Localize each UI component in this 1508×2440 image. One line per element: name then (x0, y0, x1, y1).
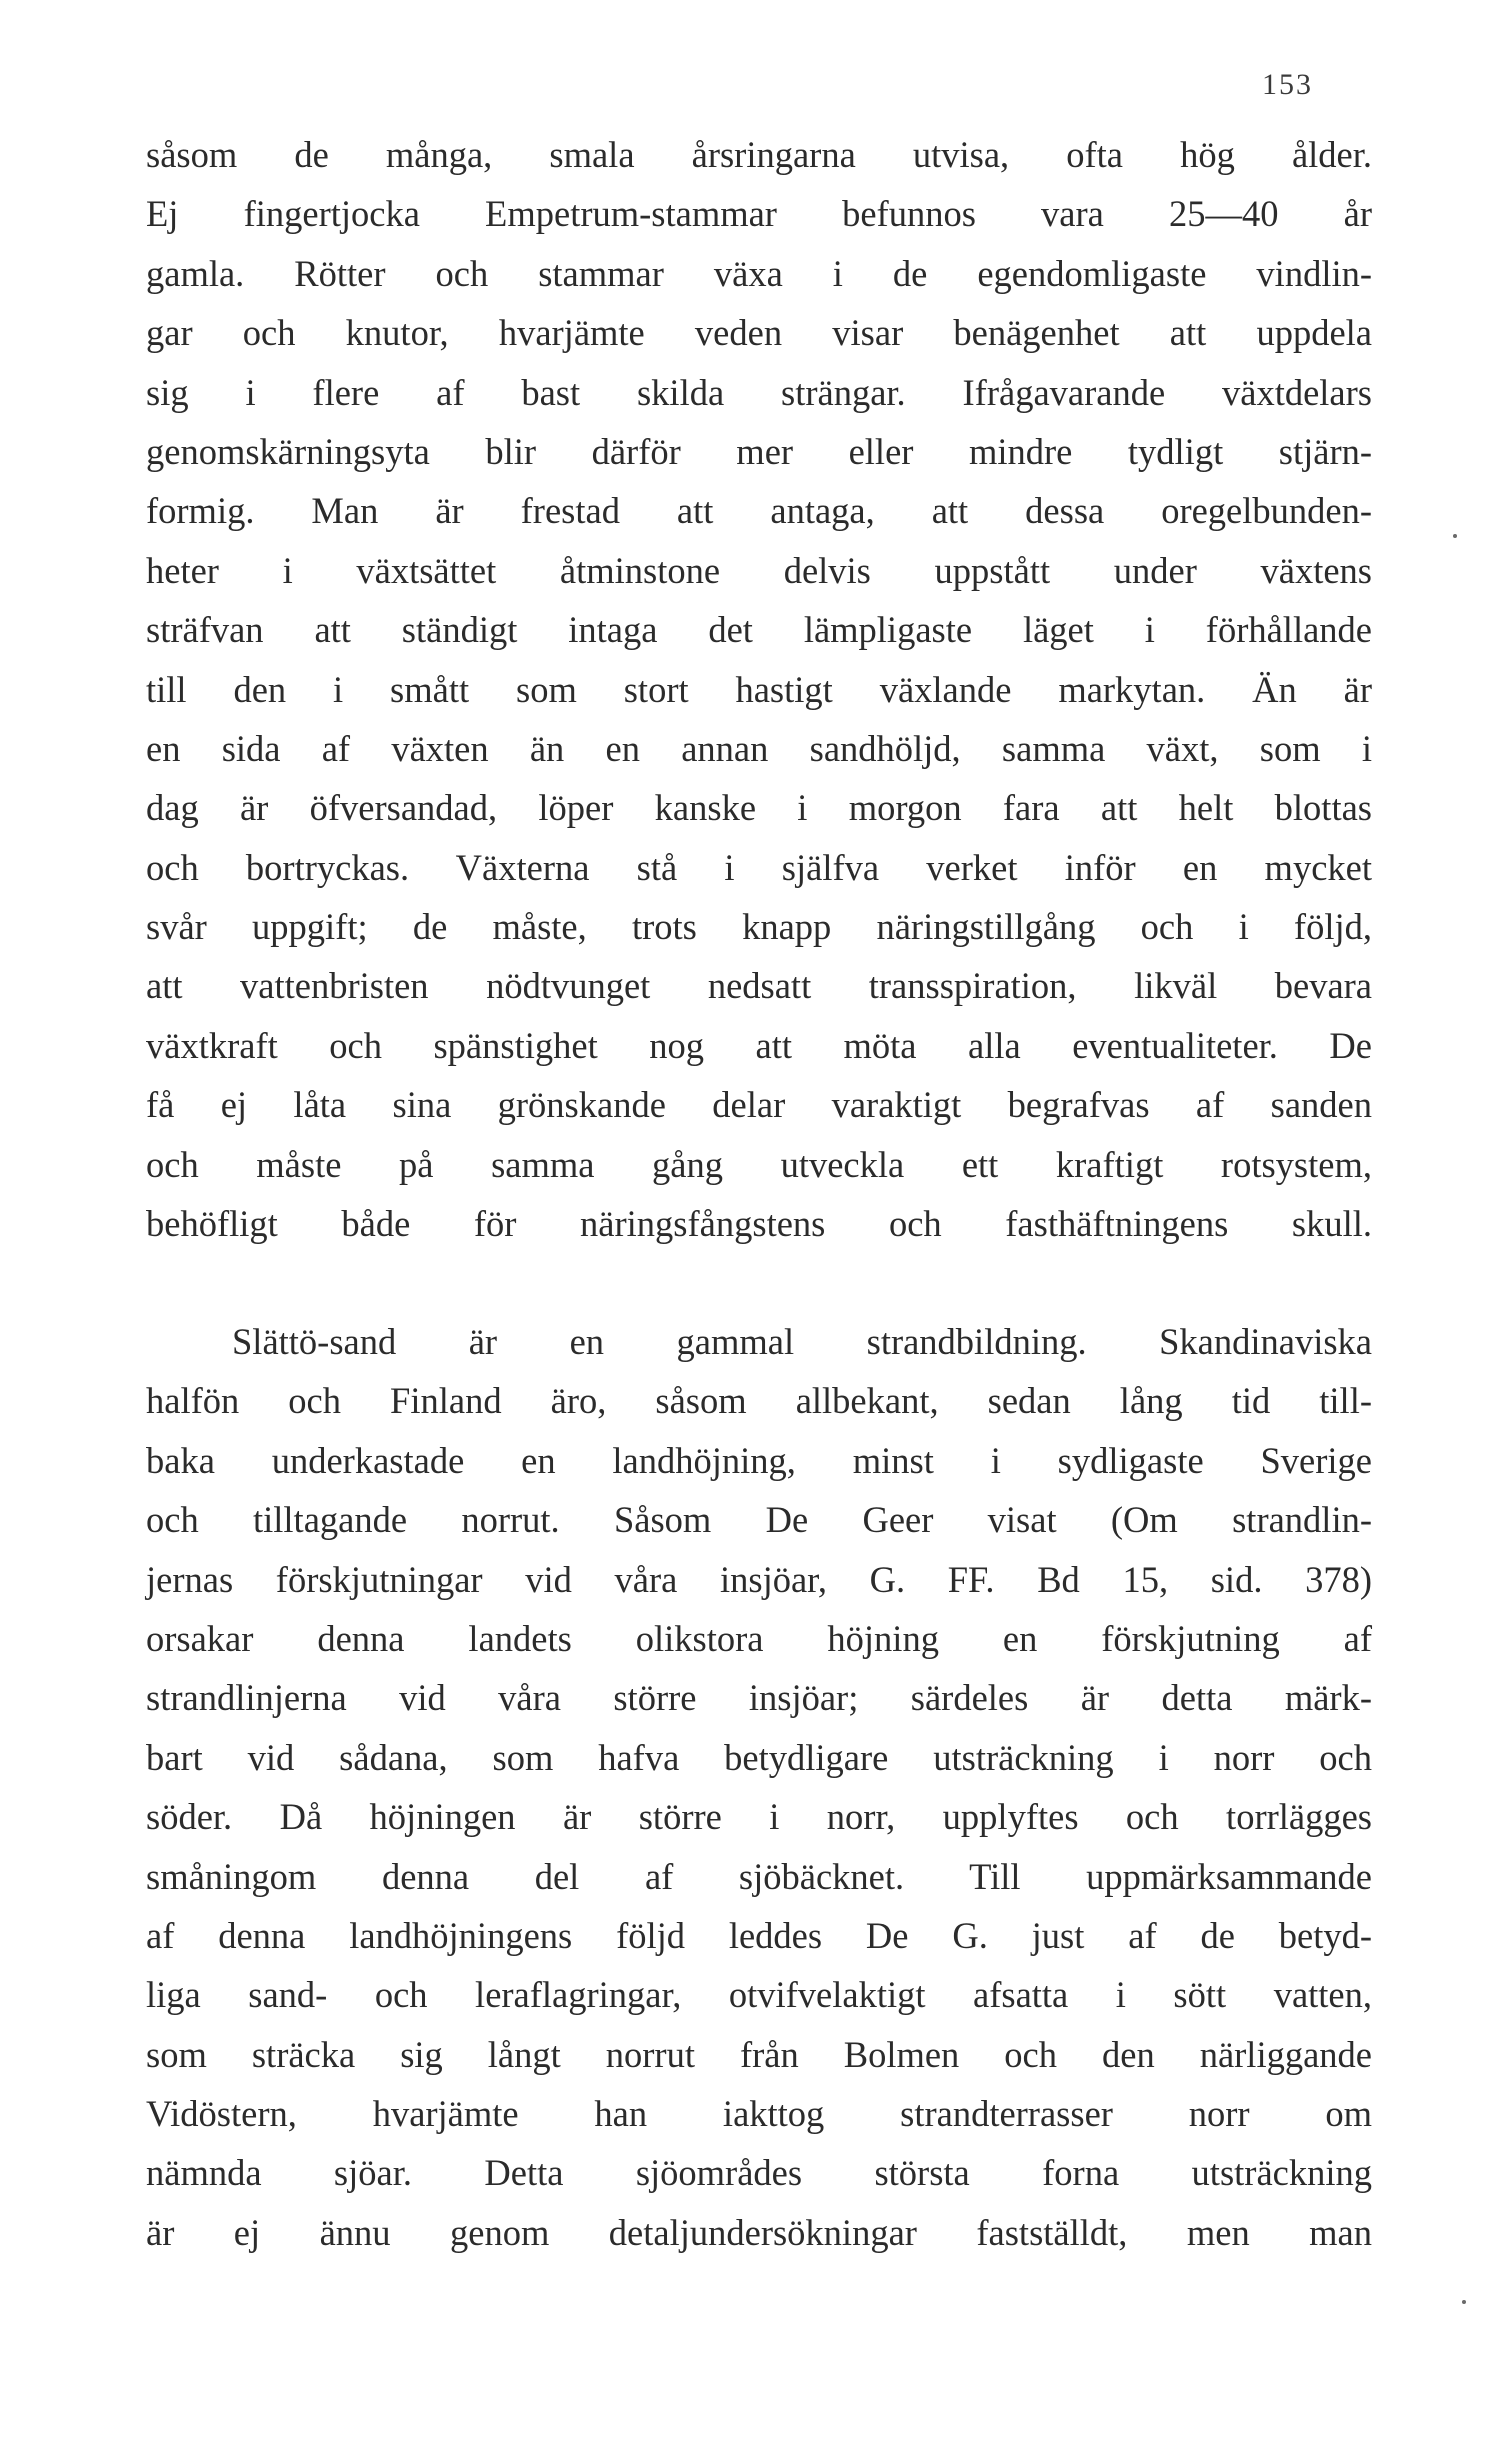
text-line: halfön och Finland äro, såsom allbekant, sedan lång tid till- (146, 1380, 1372, 1422)
text-line: heter i växtsättet åtminstone delvis uppstått under växtens (146, 549, 1372, 591)
text-line: af denna landhöjningens följd leddes De G. just af de betyd- (146, 1914, 1372, 1956)
text-line: nämnda sjöar. Detta sjöområdes största forna utsträckning (146, 2152, 1372, 2194)
text-line: få ej låta sina grönskande delar varaktigt begrafvas af sanden (146, 1084, 1372, 1126)
text-line: baka underkastade en landhöjning, minst i sydligaste Sverige (146, 1439, 1372, 1481)
text-line: en sida af växten än en annan sandhöljd, samma växt, som i (146, 727, 1372, 769)
text-line: är ej ännu genom detaljundersökningar fastställdt, men man (146, 2211, 1372, 2253)
text-line: gamla. Rötter och stammar växa i de egendomligaste vindlin- (146, 252, 1372, 294)
text-line: genomskärningsyta blir därför mer eller mindre tydligt stjärn- (146, 430, 1372, 472)
text-line: formig. Man är frestad att antaga, att dessa oregelbunden- (146, 490, 1372, 532)
text-line: svår uppgift; de måste, trots knapp näringstillgång och i följd, (146, 906, 1372, 948)
scan-speck (1453, 534, 1457, 538)
scan-speck (1462, 2300, 1466, 2304)
text-line: växtkraft och spänstighet nog att möta alla eventualiteter. De (146, 1024, 1372, 1066)
text-line: Slättö-sand är en gammal strandbildning. Skandinaviska (232, 1321, 1372, 1362)
text-line: orsakar denna landets olikstora höjning en förskjutning af (146, 1617, 1372, 1659)
paragraph-2 (146, 1312, 1372, 2262)
text-line: Vidöstern, hvarjämte han iakttog strandterrasser norr om (146, 2093, 1372, 2135)
text-line: liga sand- och leraflagringar, otvifvelaktigt afsatta i sött vatten, (146, 1974, 1372, 2016)
text-line: och tilltagande norrut. Såsom De Geer visat (Om strandlin- (146, 1499, 1372, 1541)
text-line: såsom de många, smala årsringarna utvisa, ofta hög ålder. (146, 134, 1372, 175)
text-line: sträfvan att ständigt intaga det lämpligaste läget i förhållande (146, 609, 1372, 651)
text-line: och bortryckas. Växterna stå i själfva verket inför en mycket (146, 846, 1372, 888)
text-line: småningom denna del af sjöbäcknet. Till uppmärksammande (146, 1855, 1372, 1897)
text-line: strandlinjerna vid våra större insjöar; särdeles är detta märk- (146, 1677, 1372, 1719)
text-line: till den i smått som stort hastigt växlande markytan. Än är (146, 668, 1372, 710)
text-line: som sträcka sig långt norrut från Bolmen och den närliggande (146, 2033, 1372, 2075)
text-line: söder. Då höjningen är större i norr, upplyftes och torrlägges (146, 1796, 1372, 1838)
page-number: 153 (1262, 68, 1313, 101)
paragraph-1 (146, 125, 1372, 1253)
text-line: sig i flere af bast skilda strängar. Ifrågavarande växtdelars (146, 371, 1372, 413)
text-line: och måste på samma gång utveckla ett kraftigt rotsystem, (146, 1143, 1372, 1185)
text-line: Ej fingertjocka Empetrum-stammar befunnos vara 25—40 år (146, 193, 1372, 235)
text-line: behöfligt både för näringsfångstens och fasthäftningens skull. (146, 1203, 1372, 1245)
text-line: bart vid sådana, som hafva betydligare utsträckning i norr och (146, 1736, 1372, 1778)
text-line: jernas förskjutningar vid våra insjöar, G. FF. Bd 15, sid. 378) (146, 1558, 1372, 1600)
text-line: att vattenbristen nödtvunget nedsatt transspiration, likväl bevara (146, 965, 1372, 1007)
text-line: gar och knutor, hvarjämte veden visar benägenhet att uppdela (146, 312, 1372, 354)
text-line: dag är öfversandad, löper kanske i morgon fara att helt blottas (146, 787, 1372, 829)
